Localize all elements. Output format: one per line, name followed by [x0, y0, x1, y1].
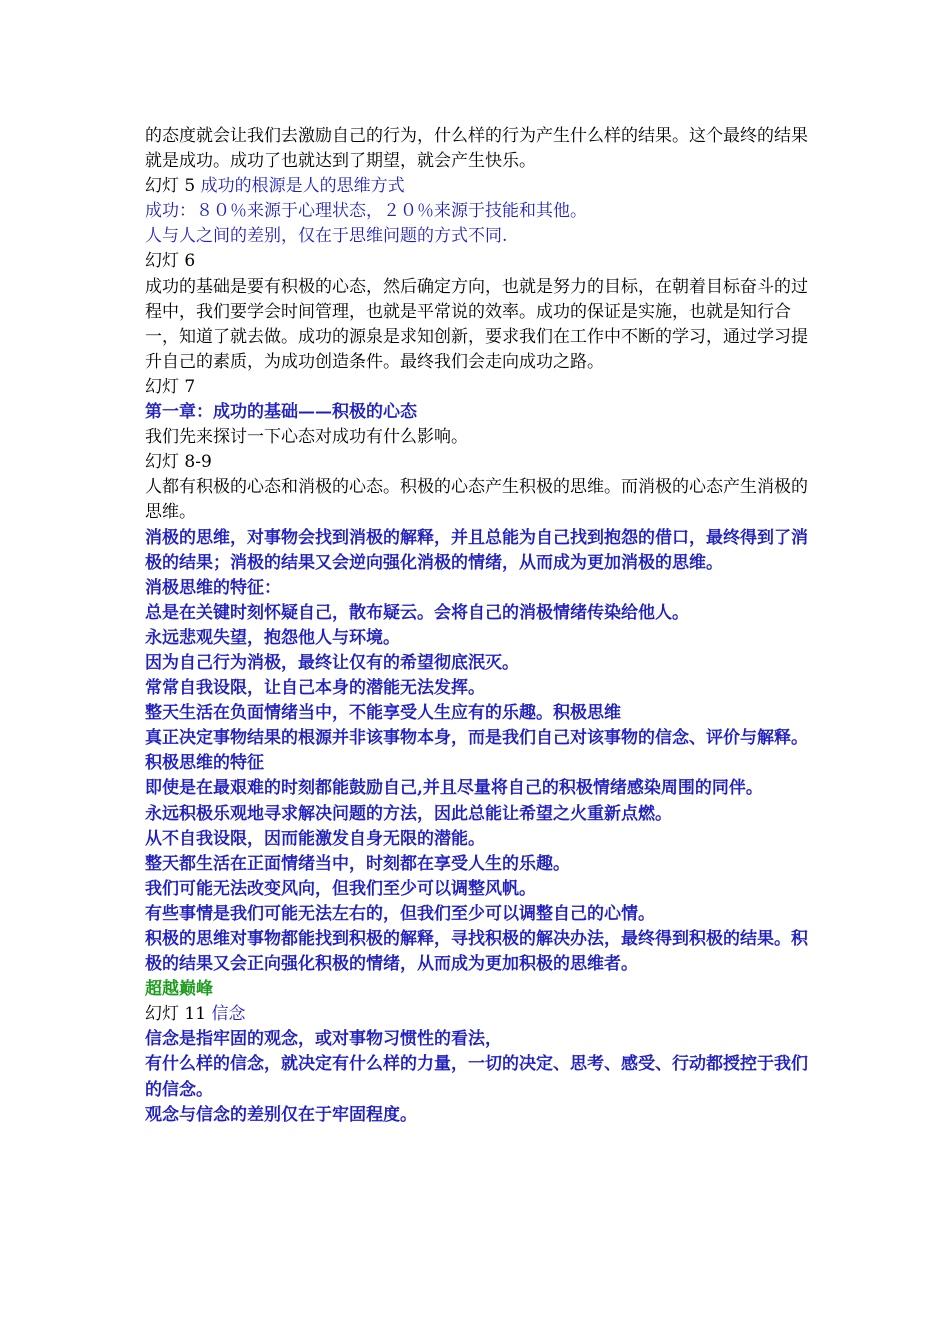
positive-trait-item: 即使是在最艰难的时刻都能鼓励自己,并且尽量将自己的积极情绪感染周围的同伴。	[145, 778, 763, 799]
positive-trait-item: 我们可能无法改变风向，但我们至少可以调整风帆。	[145, 878, 536, 899]
negative-trait-item: 永远悲观失望，抱怨他人与环境。	[145, 627, 400, 648]
positive-traits-title: 积极思维的特征	[145, 753, 264, 774]
negative-trait-item: 整天生活在负面情绪当中，不能享受人生应有的乐趣。积极思维	[145, 703, 621, 724]
slide-5-heading	[145, 174, 815, 199]
slide-5-title: 成功的根源是人的思维方式	[200, 176, 405, 197]
slide-5-line-2: 人与人之间的差别，仅在于思维问题的方式不同.	[145, 226, 508, 247]
slide-6-label: 幻灯 6	[145, 251, 196, 272]
negative-traits-title: 消极思维的特征：	[145, 577, 281, 598]
slide-5-line-1: 成功：８０％来源于心理状态，２０％来源于技能和其他。	[145, 201, 587, 222]
slide-label: 幻灯 5	[145, 176, 201, 197]
belief-item: 信念是指牢固的观念，或对事物习惯性的看法，	[145, 1029, 502, 1050]
paragraph-slide-6: 成功的基础是要有积极的心态，然后确定方向，也就是努力的目标，在朝着目标奋斗的过程中，我们要学会时间管理，也就是平常说的效率。成功的保证是实施，也就是知行合一，知道了就去做。成功的源泉是求知创新，要求我们在工作中不断的学习，通过学习提升自己的素质，为成功创造条件。最终我们会走向成功之路。	[145, 276, 808, 372]
positive-trait-item: 有些事情是我们可能无法左右的，但我们至少可以调整自己的心情。	[145, 903, 655, 924]
paragraph-slide-7: 我们先来探讨一下心态对成功有什么影响。	[145, 427, 468, 448]
negative-trait-item: 因为自己行为消极，最终让仅有的希望彻底泯灭。	[145, 652, 519, 673]
slide-11-title: 信念	[211, 1004, 246, 1025]
negative-trait-item: 总是在关键时刻怀疑自己，散布疑云。会将自己的消极情绪传染给他人。	[145, 602, 689, 623]
section-title-beyond-peak: 超越巅峰	[145, 979, 213, 1000]
slide-11-heading	[145, 1002, 815, 1027]
document-page	[145, 124, 815, 1128]
slide-7-label: 幻灯 7	[145, 376, 196, 397]
positive-trait-item: 从不自我设限，因而能激发自身无限的潜能。	[145, 828, 485, 849]
belief-item: 有什么样的信念，就决定有什么样的力量，一切的决定、思考、感受、行动都授控于我们的信念。	[145, 1054, 808, 1100]
positive-trait-item: 整天都生活在正面情绪当中，时刻都在享受人生的乐趣。	[145, 853, 570, 874]
paragraph-slide-8: 人都有积极的心态和消极的心态。积极的心态产生积极的思维。而消极的心态产生消极的思维。	[145, 477, 808, 523]
slide-label: 幻灯 11	[145, 1004, 212, 1025]
slide-8-9-label: 幻灯 8-9	[145, 452, 212, 473]
chapter-1-heading: 第一章：成功的基础——积极的心态	[145, 402, 417, 423]
belief-item: 观念与信念的差别仅在于牢固程度。	[145, 1104, 417, 1125]
positive-thinking-paragraph: 真正决定事物结果的根源并非该事物本身，而是我们自己对该事物的信念、评价与解释。	[145, 728, 808, 749]
positive-trait-item: 积极的思维对事物都能找到积极的解释，寻找积极的解决办法，最终得到积极的结果。积极的结果又会正向强化积极的情绪，从而成为更加积极的思维者。	[145, 929, 808, 975]
negative-trait-item: 常常自我设限，让自己本身的潜能无法发挥。	[145, 678, 485, 699]
paragraph-intro: 的态度就会让我们去激励自己的行为，什么样的行为产生什么样的结果。这个最终的结果就是成功。成功了也就达到了期望，就会产生快乐。	[145, 126, 808, 172]
positive-trait-item: 永远积极乐观地寻求解决问题的方法，因此总能让希望之火重新点燃。	[145, 803, 672, 824]
negative-thinking-paragraph: 消极的思维，对事物会找到消极的解释，并且总能为自己找到抱怨的借口，最终得到了消极的结果；消极的结果又会逆向强化消极的情绪，从而成为更加消极的思维。	[145, 527, 808, 573]
